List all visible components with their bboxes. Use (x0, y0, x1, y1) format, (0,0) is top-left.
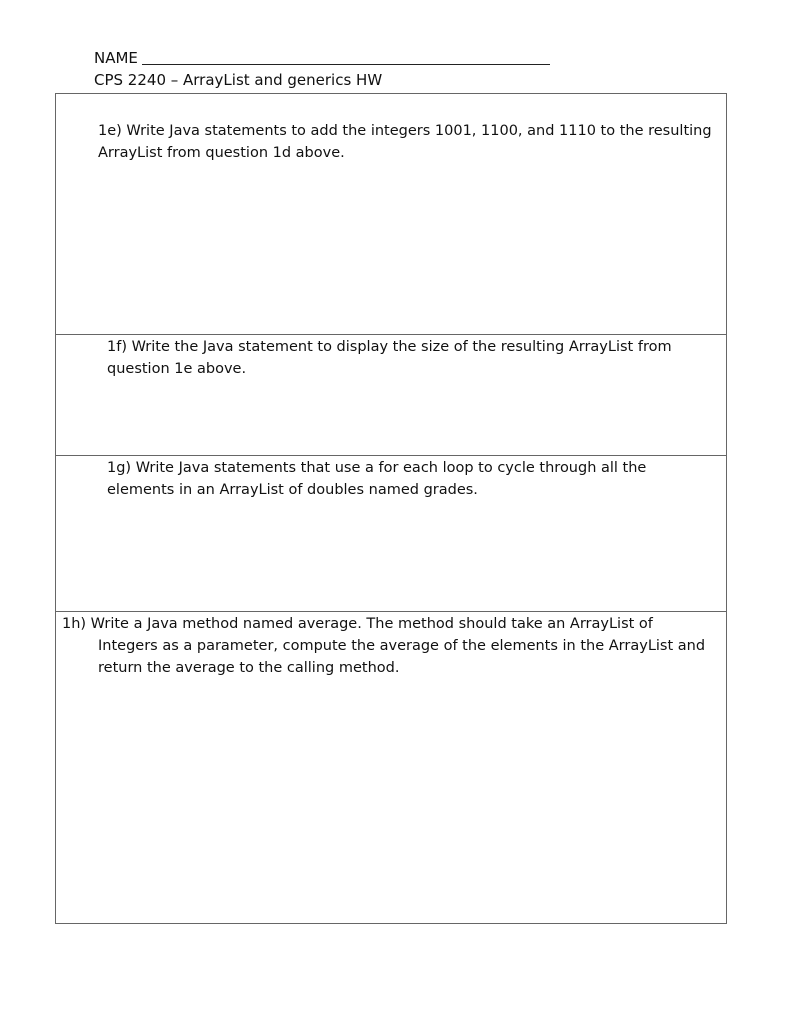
section-divider (56, 334, 726, 335)
question-1g-line-2: elements in an ArrayList of doubles named grades. (107, 482, 478, 498)
name-label: NAME (94, 49, 138, 67)
question-1f-line-1: 1f) Write the Java statement to display the size of the resulting ArrayList from (107, 339, 672, 355)
question-1e-line-1: 1e) Write Java statements to add the integers 1001, 1100, and 1110 to the resulting (98, 123, 712, 139)
question-1f (107, 336, 672, 380)
name-field-row (94, 48, 550, 68)
question-1h (62, 613, 705, 679)
section-divider (56, 455, 726, 456)
course-title: CPS 2240 – ArrayList and generics HW (94, 71, 383, 89)
question-1h-line-3: return the average to the calling method. (98, 660, 400, 676)
question-1g (107, 457, 646, 501)
question-1h-line-1: 1h) Write a Java method named average. The method should take an ArrayList of (62, 616, 653, 632)
answer-sheet (55, 93, 727, 924)
section-divider (56, 611, 726, 612)
name-blank-line[interactable] (142, 64, 550, 65)
question-1e (98, 120, 712, 164)
question-1g-line-1: 1g) Write Java statements that use a for each loop to cycle through all the (107, 460, 647, 476)
question-1h-line-2: Integers as a parameter, compute the average of the elements in the ArrayList and (98, 638, 706, 654)
question-1e-line-2: ArrayList from question 1d above. (98, 145, 345, 161)
question-1f-line-2: question 1e above. (107, 361, 247, 377)
